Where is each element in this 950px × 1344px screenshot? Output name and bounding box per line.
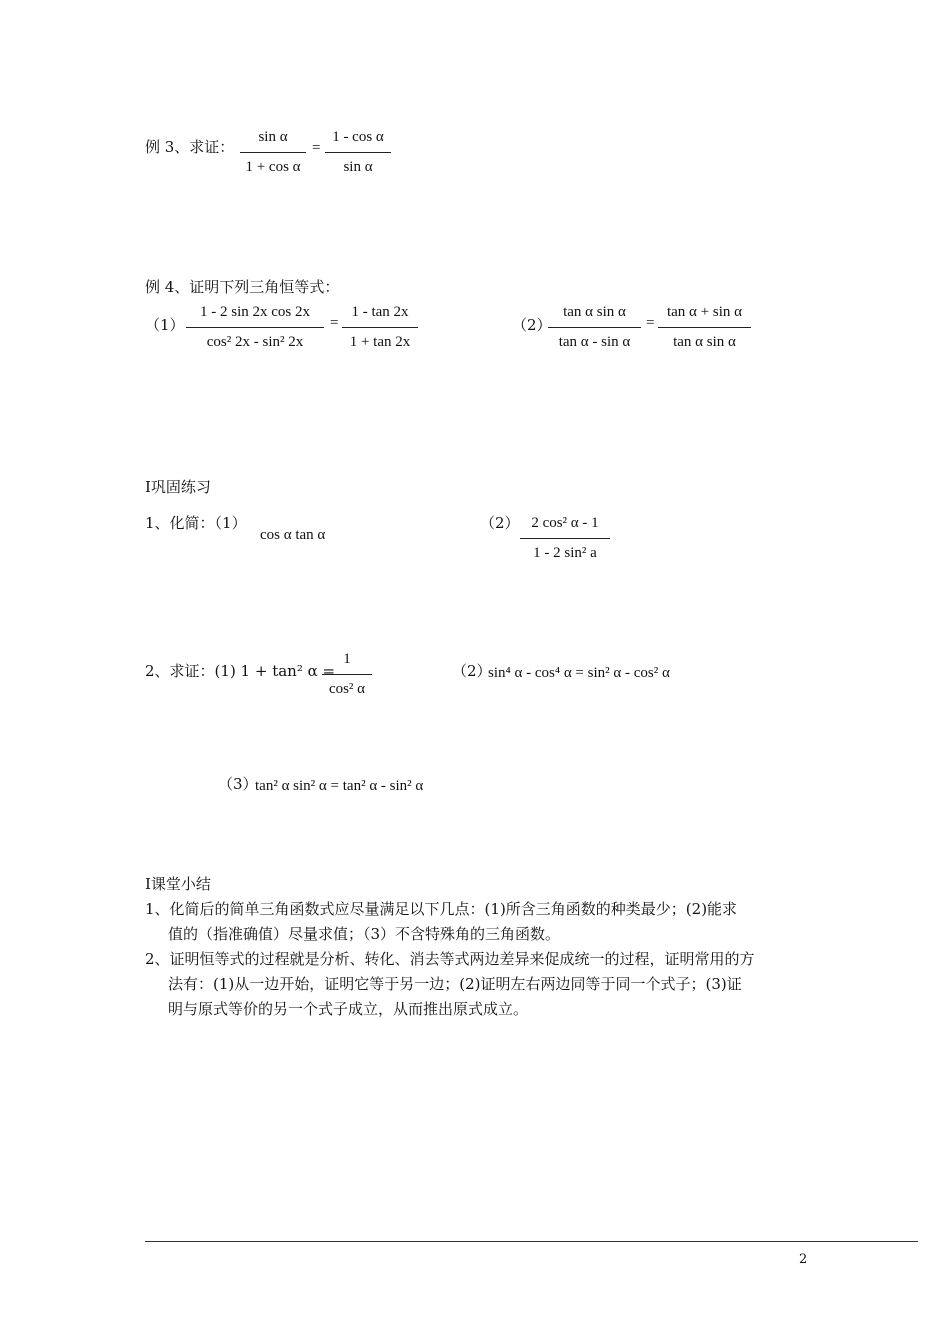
ex4-part2-label: （2） [512, 316, 552, 334]
practice-q2-part2-label: （2） [452, 662, 492, 680]
example-3-label: 例 3、求证： [145, 138, 235, 156]
example-4-label: 例 4、证明下列三角恒等式： [145, 278, 340, 296]
ex4-p2-lhs-denominator: tan α - sin α [558, 334, 631, 350]
ex4-p1-lhs-numerator: 1 - 2 sin 2x cos 2x [200, 304, 310, 320]
fraction-bar [520, 538, 610, 539]
fraction-bar [342, 327, 418, 328]
fraction-bar [658, 327, 751, 328]
practice-q2-part3-expression: tan² α sin² α = tan² α - sin² α [255, 778, 424, 794]
practice-q1-p2-numerator: 2 cos² α - 1 [531, 515, 599, 531]
fraction-bar [325, 152, 391, 153]
practice-q2-label: 2、求证：(1) 1 + tan² α = [145, 662, 336, 680]
fraction-bar [322, 674, 372, 675]
summary-item-2-continuation-2: 明与原式等价的另一个式子成立，从而推出原式成立。 [168, 1000, 529, 1018]
ex3-rhs-numerator: 1 - cos α [332, 129, 384, 145]
fraction-bar [548, 327, 641, 328]
practice-q2-part2-expression: sin⁴ α - cos⁴ α = sin² α - cos² α [488, 665, 670, 681]
footer-rule [145, 1241, 918, 1242]
ex3-lhs-numerator: sin α [258, 129, 288, 145]
ex4-p2-lhs-numerator: tan α sin α [563, 304, 626, 320]
summary-item-2-lead: 2、证明恒等式的过程就是分析、转化、消去等式两边差异来促成统一的过程，证明常用的方 [145, 950, 755, 968]
practice-q1-expression: cos α tan α [260, 527, 326, 543]
summary-item-1 [145, 897, 815, 1022]
summary-heading: I课堂小结 [145, 875, 211, 893]
ex4-p1-equals: = [330, 315, 339, 331]
practice-q2-p1-denominator: cos² α [328, 681, 366, 697]
practice-q1-p2-denominator: 1 - 2 sin² a [533, 545, 597, 561]
practice-q2-p1-numerator: 1 [343, 651, 351, 667]
ex4-p2-rhs-denominator: tan α sin α [673, 334, 736, 350]
fraction-bar [240, 152, 306, 153]
ex4-p1-rhs-denominator: 1 + tan 2x [349, 334, 411, 350]
ex4-p2-equals: = [646, 315, 655, 331]
summary-item-1-lead: 1、化简后的简单三角函数式应尽量满足以下几点：(1)所含三角函数的种类最少；(2)能求 [145, 900, 738, 918]
practice-q1-part2-label: （2） [480, 514, 520, 532]
ex4-p1-lhs-denominator: cos² 2x - sin² 2x [206, 334, 304, 350]
ex3-lhs-denominator: 1 + cos α [245, 159, 301, 175]
fraction-bar [186, 327, 324, 328]
ex4-part1-label: （1） [145, 316, 185, 334]
practice-q1-label: 1、化简：（1） [145, 514, 247, 532]
ex3-rhs-denominator: sin α [343, 159, 373, 175]
practice-heading: I巩固练习 [145, 478, 211, 496]
ex4-p1-rhs-numerator: 1 - tan 2x [351, 304, 409, 320]
ex3-equals: = [312, 140, 321, 156]
ex4-p2-rhs-numerator: tan α + sin α [666, 304, 742, 320]
practice-q2-part3-label: （3） [218, 775, 258, 793]
summary-item-1-continuation: 值的（指准确值）尽量求值；（3）不含特殊角的三角函数。 [168, 925, 561, 943]
page-number: 2 [799, 1252, 808, 1267]
summary-item-2-continuation-1: 法有：(1)从一边开始，证明它等于另一边；(2)证明左右两边同等于同一个式子；(3)证 [168, 975, 742, 993]
